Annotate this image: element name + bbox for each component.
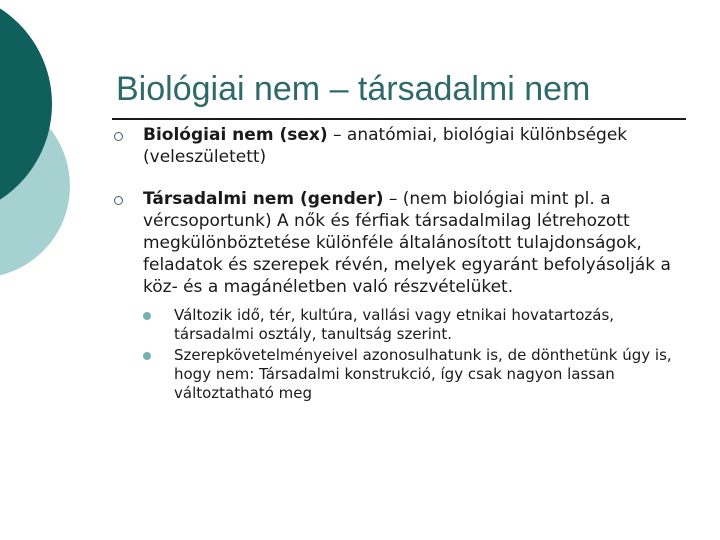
title-divider	[112, 118, 686, 120]
slide-title: Biológiai nem – társadalmi nem	[116, 70, 591, 108]
bullet-text: – anatómiai, biológiai különbségek (veleszületett)	[143, 125, 628, 167]
filled-dot-bullet-icon	[143, 312, 151, 320]
filled-dot-bullet-icon	[143, 352, 151, 360]
sub-bullet-text: Szerepkövetelményeivel azonosulhatunk is, de dönthetünk úgy is, hogy nem: Társadalmi konstrukció, így csak nagyon lassan változtatható meg	[174, 346, 672, 402]
bullet-list	[112, 124, 692, 403]
sub-bullet-item	[143, 306, 692, 344]
decorative-circles	[0, 0, 100, 300]
bullet-term: Biológiai nem (sex)	[143, 125, 328, 145]
hollow-circle-bullet-icon	[114, 196, 123, 205]
bullet-term: Társadalmi nem (gender)	[143, 189, 384, 209]
sub-bullet-text: Változik idő, tér, kultúra, vallási vagy etnikai hovatartozás, társadalmi osztály, tanultság szerint.	[174, 306, 615, 343]
bullet-sex	[112, 124, 692, 168]
sub-bullet-item	[143, 346, 692, 403]
bullet-text: – (nem biológiai mint pl. a vércsoportunk) A nők és férfiak társadalmilag létrehozott megkülönböztetése különféle általánosított tulajdonságok, feladatok és szerepek révén, melyek egyaránt befolyásolják a köz- és a magánéletben való részvételüket.	[143, 189, 671, 297]
sub-bullet-list	[143, 306, 692, 403]
hollow-circle-bullet-icon	[114, 132, 123, 141]
bullet-gender	[112, 188, 692, 403]
